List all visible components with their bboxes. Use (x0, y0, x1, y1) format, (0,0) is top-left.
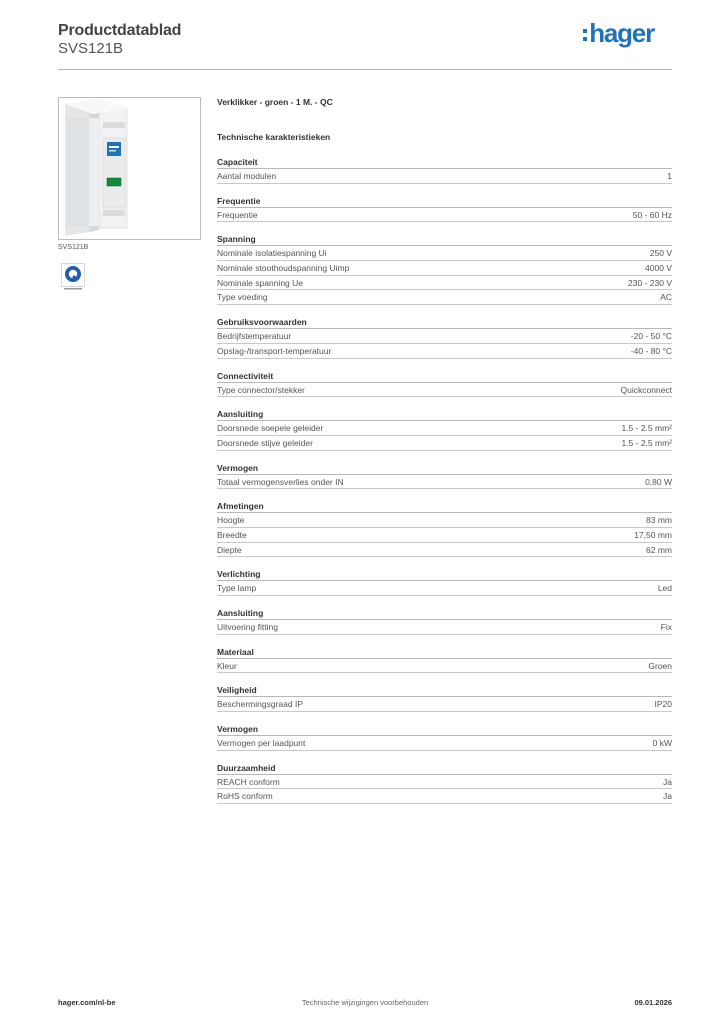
spec-value: 1.5 - 2.5 mm² (621, 437, 672, 448)
page-header (58, 20, 672, 70)
spec-row (217, 290, 672, 305)
spec-value: Groen (648, 660, 672, 671)
spec-row (217, 261, 672, 276)
spec-value: Fix (660, 622, 672, 632)
spec-label: Type voeding (217, 292, 268, 303)
spec-row (217, 169, 672, 184)
spec-value: 0,80 W (645, 476, 672, 487)
spec-label: Beschermingsgraad IP (217, 699, 303, 710)
spec-value: IP20 (654, 699, 672, 710)
spec-value: Ja (663, 776, 672, 787)
spec-group-title: Capaciteit (217, 155, 672, 169)
spec-row (217, 208, 672, 223)
spec-row (217, 581, 672, 596)
spec-group-title: Duurzaamheid (217, 761, 672, 775)
spec-group-title: Frequentie (217, 194, 672, 208)
spec-label: Type lamp (217, 583, 257, 594)
spec-group (217, 499, 672, 557)
spec-value: 1.5 - 2.5 mm² (621, 423, 672, 434)
spec-label: Vermogen per laadpunt (217, 738, 306, 749)
spec-group-title: Spanning (217, 232, 672, 246)
spec-group (217, 407, 672, 450)
spec-row (217, 475, 672, 490)
spec-row (217, 436, 672, 451)
spec-row (217, 736, 672, 751)
logo-wordmark: hager (589, 18, 654, 48)
spec-value: 62 mm (646, 544, 672, 555)
spec-groups (217, 155, 672, 804)
spec-group (217, 315, 672, 358)
spec-row (217, 543, 672, 558)
spec-label: Nominale isolatiespanning Ui (217, 248, 327, 259)
spec-value: 0 kW (652, 738, 672, 749)
spec-value: 250 V (649, 248, 672, 259)
spec-row (217, 421, 672, 436)
spec-row (217, 697, 672, 712)
modular-indicator-light-product-image (59, 98, 200, 239)
spec-label: Doorsnede stijve geleider (217, 437, 313, 448)
spec-label: Opslag-/transport-temperatuur (217, 345, 332, 356)
spec-label: Totaal vermogensverlies onder IN (217, 476, 344, 487)
spec-group-title: Afmetingen (217, 499, 672, 513)
spec-value: 1 (667, 171, 672, 181)
spec-label: RoHS conform (217, 791, 273, 802)
spec-row (217, 775, 672, 790)
spec-value: Ja (663, 791, 672, 802)
spec-label: Bedrijfstemperatuur (217, 331, 292, 342)
product-image (58, 97, 201, 240)
spec-group (217, 155, 672, 184)
spec-row (217, 276, 672, 291)
product-image-caption: SVS121B (58, 244, 89, 251)
document-title: Productdatablad (58, 22, 182, 39)
spec-label: Diepte (217, 544, 242, 555)
technical-specifications (217, 96, 672, 804)
spec-row (217, 620, 672, 635)
spec-label: Type connector/stekker (217, 384, 305, 395)
spec-group-title: Veiligheid (217, 683, 672, 697)
spec-group-title: Connectiviteit (217, 369, 672, 383)
spec-row (217, 344, 672, 359)
spec-label: Nominale stoothoudspanning Uimp (217, 263, 350, 274)
spec-group-title: Vermogen (217, 722, 672, 736)
page-footer (58, 998, 672, 1010)
spec-group (217, 645, 672, 674)
spec-group (217, 194, 672, 223)
footer-website: hager.com/nl-be (58, 998, 116, 1007)
footer-notice: Technische wijzigingen voorbehouden (301, 998, 429, 1007)
spec-row (217, 246, 672, 261)
spec-group (217, 369, 672, 398)
spec-value: 4000 V (645, 263, 672, 274)
spec-label: Breedte (217, 529, 247, 540)
spec-group (217, 722, 672, 751)
spec-value: -20 - 50 °C (630, 331, 672, 342)
spec-label: Aantal modulen (217, 171, 277, 181)
spec-value: Led (657, 583, 672, 594)
spec-row (217, 528, 672, 543)
quality-certification-icon (61, 263, 85, 291)
spec-group-title: Aansluiting (217, 407, 672, 421)
section-heading: Technische karakteristieken (217, 132, 331, 142)
footer-date: 09.01.2026 (634, 998, 672, 1007)
spec-label: Uitvoering fitting (217, 622, 278, 632)
spec-group-title: Verlichting (217, 567, 672, 581)
spec-value: -40 - 80 °C (630, 345, 672, 356)
spec-value: 230 - 230 V (628, 277, 672, 288)
spec-group (217, 232, 672, 305)
spec-value: 83 mm (646, 515, 672, 526)
spec-label: Doorsnede soepele geleider (217, 423, 324, 434)
spec-row (217, 789, 672, 804)
product-code: SVS121B (58, 40, 124, 57)
spec-group (217, 606, 672, 635)
spec-group (217, 567, 672, 596)
spec-group-title: Aansluiting (217, 606, 672, 620)
spec-label: Nominale spanning Ue (217, 277, 303, 288)
spec-label: Kleur (217, 660, 237, 671)
spec-value: AC (660, 292, 672, 303)
product-description: Verklikker - groen - 1 M. - QC (217, 97, 333, 107)
spec-group-title: Vermogen (217, 461, 672, 475)
spec-row (217, 329, 672, 344)
spec-row (217, 383, 672, 398)
spec-label: Frequentie (217, 209, 258, 220)
spec-group-title: Materiaal (217, 645, 672, 659)
spec-group (217, 683, 672, 712)
spec-label: Hoogte (217, 515, 245, 526)
hager-logo (583, 20, 654, 46)
spec-row (217, 659, 672, 674)
spec-group (217, 761, 672, 804)
spec-group-title: Gebruiksvoorwaarden (217, 315, 672, 329)
spec-value: 50 - 60 Hz (632, 209, 672, 220)
spec-value: Quickconnect (620, 384, 672, 395)
spec-label: REACH conform (217, 776, 280, 787)
spec-row (217, 513, 672, 528)
logo-colon-icon (583, 29, 587, 41)
spec-value: 17,50 mm (634, 529, 672, 540)
spec-group (217, 461, 672, 490)
